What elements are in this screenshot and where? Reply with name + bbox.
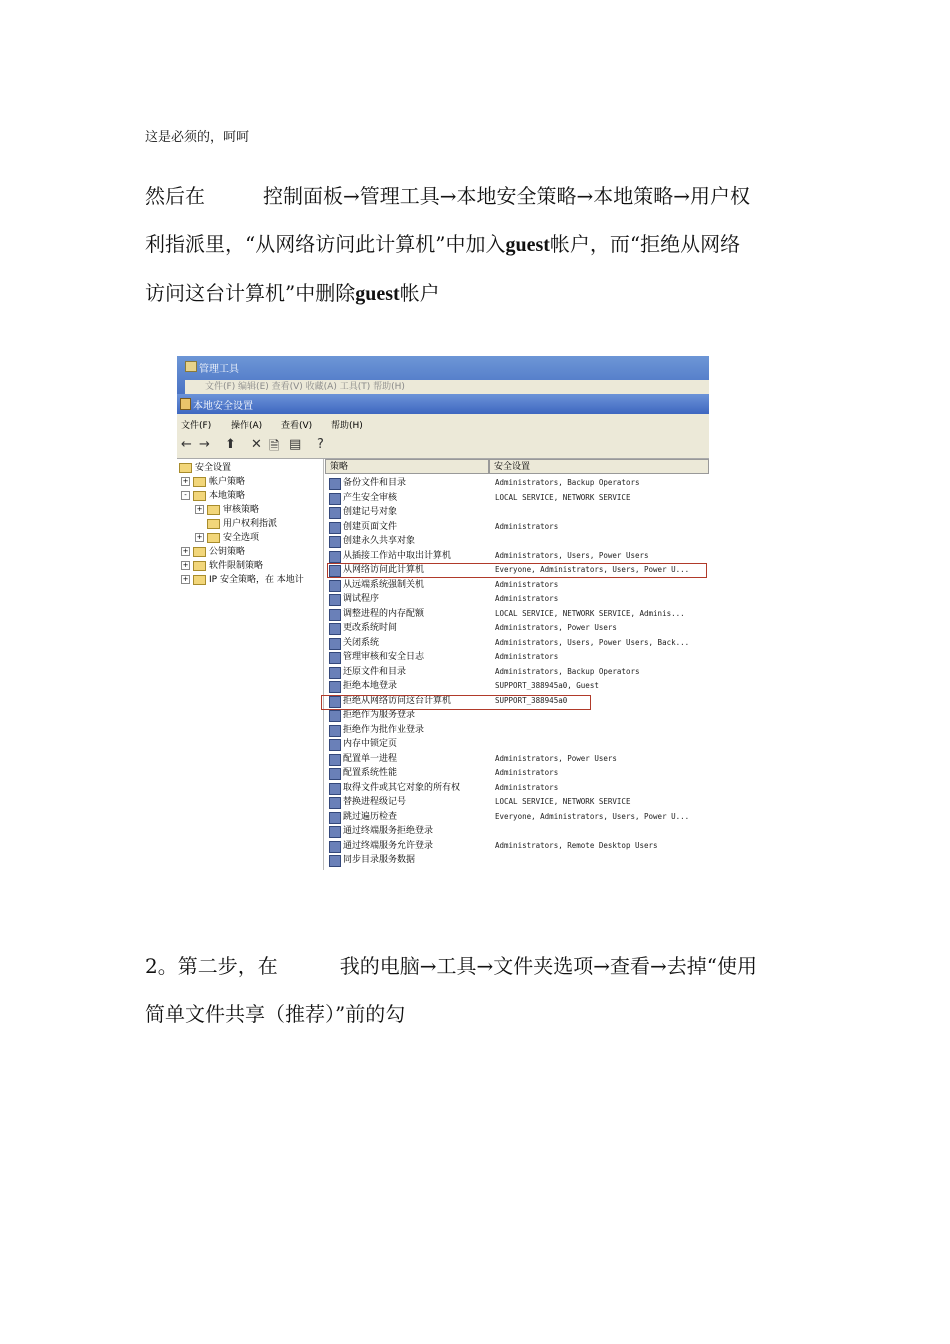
export-icon[interactable]: ▤ xyxy=(289,437,302,452)
policy-icon xyxy=(329,739,341,751)
policy-setting: Administrators xyxy=(495,652,559,661)
policy-row[interactable] xyxy=(327,549,709,563)
policy-name: 内存中锁定页 xyxy=(343,739,398,749)
policy-row[interactable] xyxy=(327,795,709,809)
policy-icon xyxy=(329,841,341,853)
folder-icon xyxy=(193,491,206,501)
policy-name: 跳过遍历检查 xyxy=(343,811,398,822)
para2-c: 简单文件共享（推荐）”前的勾 xyxy=(145,1002,406,1026)
policy-row[interactable] xyxy=(327,853,709,867)
policy-icon xyxy=(329,522,341,534)
tree-item-security-settings[interactable] xyxy=(179,461,231,475)
policy-row[interactable] xyxy=(327,737,709,751)
policy-setting: Administrators, Backup Operators xyxy=(495,666,640,676)
policy-row[interactable] xyxy=(327,708,709,722)
folder-icon xyxy=(185,361,197,372)
policy-setting: SUPPORT_388945a0, Guest xyxy=(495,681,599,690)
tree-item-account-policy[interactable] xyxy=(181,475,245,489)
folder-icon xyxy=(207,519,220,529)
folder-icon xyxy=(193,477,206,487)
tree-item-software-restriction[interactable] xyxy=(181,559,263,573)
policy-icon xyxy=(329,768,341,780)
policy-name: 调整进程的内存配额 xyxy=(343,608,425,619)
policy-row[interactable] xyxy=(327,636,709,650)
back-icon[interactable]: ← xyxy=(181,437,192,452)
policy-setting: Everyone, Administrators, Users, Power U... xyxy=(495,565,690,574)
para1-f: 帐户 xyxy=(399,281,440,305)
para2-b: 我的电脑→工具→文件夹选项→查看→去掉“使用 xyxy=(339,954,757,978)
policy-name: 通过终端服务拒绝登录 xyxy=(343,826,434,836)
policy-setting: Administrators, Users, Power Users, Back... xyxy=(495,637,690,647)
background-window-title: 管理工具 xyxy=(199,364,239,375)
policy-icon xyxy=(329,797,341,809)
intro-line: 这是必须的，呵呵 xyxy=(145,130,250,145)
policy-icon xyxy=(329,710,341,722)
policy-row[interactable] xyxy=(327,505,709,519)
background-window xyxy=(177,356,709,394)
help-icon[interactable]: ? xyxy=(317,437,324,452)
policy-name: 同步目录服务数据 xyxy=(343,855,416,865)
policy-name: 管理审核和安全日志 xyxy=(343,652,425,662)
up-icon[interactable]: ⬆ xyxy=(225,437,236,452)
paragraph-2 xyxy=(145,942,815,1038)
policy-name: 关闭系统 xyxy=(343,637,380,648)
tree-label: 安全选项 xyxy=(223,533,260,543)
policy-name: 备份文件和目录 xyxy=(343,478,407,488)
policy-row[interactable] xyxy=(327,824,709,838)
policy-setting: SUPPORT_388945a0 xyxy=(495,695,568,705)
policy-setting: LOCAL SERVICE, NETWORK SERVICE xyxy=(495,492,631,502)
policy-icon xyxy=(329,507,341,519)
para1-b: 控制面板→管理工具→本地安全策略→本地策略→用户权 xyxy=(263,184,751,208)
policy-name: 产生安全审核 xyxy=(343,492,398,503)
policy-icon xyxy=(329,536,341,548)
forward-icon[interactable]: → xyxy=(199,437,210,452)
policy-row[interactable] xyxy=(327,621,709,635)
tree-item-security-options[interactable] xyxy=(195,531,259,545)
policy-setting: Administrators, Backup Operators xyxy=(495,478,640,487)
policy-row[interactable] xyxy=(327,665,709,679)
policy-icon xyxy=(329,493,341,505)
policy-row[interactable] xyxy=(327,578,709,592)
tree-label: 审核策略 xyxy=(223,505,260,515)
policy-setting: Administrators, Power Users xyxy=(495,753,617,763)
policy-setting: Everyone, Administrators, Users, Power U... xyxy=(495,811,690,821)
policy-name: 还原文件和目录 xyxy=(343,666,407,677)
delete-icon[interactable]: ✕ xyxy=(251,437,262,452)
policy-row[interactable] xyxy=(327,476,709,490)
policy-setting: Administrators, Remote Desktop Users xyxy=(495,840,658,850)
folder-icon xyxy=(193,575,206,585)
policy-row[interactable] xyxy=(327,752,709,766)
tree-label: 公钥策略 xyxy=(209,547,246,557)
policy-icon xyxy=(329,667,341,679)
policy-name: 调试程序 xyxy=(343,594,380,604)
highlight-box-deny-network xyxy=(321,695,591,710)
policy-setting: Administrators xyxy=(495,521,559,531)
para2-a: 2。第二步，在 xyxy=(145,954,278,978)
window-titlebar xyxy=(177,394,709,414)
policy-icon xyxy=(329,623,341,635)
policy-setting: Administrators, Power Users xyxy=(495,623,617,632)
collapse-icon[interactable]: - xyxy=(181,491,190,500)
policy-icon xyxy=(329,652,341,664)
tree-label: 软件限制策略 xyxy=(209,561,264,571)
policy-icon xyxy=(329,551,341,563)
tree-item-public-key[interactable] xyxy=(181,545,245,559)
policy-name: 替换进程级记号 xyxy=(343,797,407,807)
folder-icon xyxy=(193,547,206,557)
policy-setting: Administrators xyxy=(495,782,559,792)
policy-icon xyxy=(329,826,341,838)
properties-icon[interactable]: 🗎 xyxy=(269,439,280,454)
tree-label: 安全设置 xyxy=(195,463,232,473)
policy-icon xyxy=(329,594,341,606)
background-menubar: 文件(F) 编辑(E) 查看(V) 收藏(A) 工具(T) 帮助(H) xyxy=(185,380,709,394)
tree-label: 用户权利指派 xyxy=(223,519,278,529)
paragraph-1 xyxy=(145,172,815,318)
guest-word: guest xyxy=(505,234,550,256)
para1-d: 帐户，而“拒绝从网络 xyxy=(549,232,741,256)
expand-icon[interactable]: + xyxy=(182,575,189,583)
policy-row[interactable] xyxy=(327,679,709,693)
para1-c: 利指派里，“从网络访问此计算机”中加入 xyxy=(145,232,506,256)
folder-icon xyxy=(207,533,220,543)
policy-row[interactable] xyxy=(327,839,709,853)
highlight-box-network-access xyxy=(327,563,707,578)
para1-e: 访问这台计算机”中删除 xyxy=(145,281,356,305)
policy-row[interactable] xyxy=(327,520,709,534)
menu-action[interactable]: 操作(A) xyxy=(231,421,263,431)
para1-a: 然后在 xyxy=(145,184,205,208)
policy-name: 创建记号对象 xyxy=(343,507,398,517)
policy-row[interactable] xyxy=(327,723,709,737)
policy-setting: LOCAL SERVICE, NETWORK SERVICE xyxy=(495,797,631,806)
screenshot-figure xyxy=(177,356,709,870)
expand-icon[interactable]: + xyxy=(182,561,189,569)
tree-item-local-policy[interactable] xyxy=(181,489,245,503)
policy-icon xyxy=(329,580,341,592)
policy-icon xyxy=(329,754,341,766)
policy-setting: Administrators xyxy=(495,768,559,777)
app-icon xyxy=(180,398,191,410)
policy-row[interactable] xyxy=(327,781,709,795)
menubar xyxy=(177,414,709,434)
policy-setting: Administrators xyxy=(495,594,559,603)
policy-name: 拒绝作为服务登录 xyxy=(343,710,416,720)
column-header-policy[interactable]: 策略 xyxy=(325,459,489,474)
policy-name: 拒绝从网络访问这台计算机 xyxy=(343,695,452,706)
menu-help[interactable]: 帮助(H) xyxy=(331,421,363,431)
policy-row[interactable] xyxy=(327,810,709,824)
policy-row[interactable] xyxy=(327,491,709,505)
policy-name: 创建永久共享对象 xyxy=(343,536,416,546)
tree-item-ip-security[interactable] xyxy=(181,573,304,587)
tree-pane xyxy=(177,459,324,870)
policy-row[interactable] xyxy=(327,592,709,606)
policy-name: 创建页面文件 xyxy=(343,521,398,532)
expand-icon[interactable]: + xyxy=(182,477,189,485)
menu-file[interactable]: 文件(F) xyxy=(181,421,212,431)
policy-name: 从远端系统强制关机 xyxy=(343,579,425,590)
expand-icon[interactable]: + xyxy=(196,533,203,541)
policy-icon xyxy=(329,478,341,490)
policy-setting: Administrators xyxy=(495,579,559,589)
policy-icon xyxy=(329,855,341,867)
folder-icon xyxy=(179,463,192,473)
policy-icon xyxy=(329,609,341,621)
policy-row[interactable] xyxy=(327,650,709,664)
folder-icon xyxy=(193,561,206,571)
policy-name: 取得文件或其它对象的所有权 xyxy=(343,782,461,793)
policy-icon xyxy=(329,812,341,824)
policy-icon xyxy=(329,681,341,693)
guest-word-2: guest xyxy=(355,283,400,305)
policy-name: 通过终端服务允许登录 xyxy=(343,840,434,851)
policy-setting: LOCAL SERVICE, NETWORK SERVICE, Adminis... xyxy=(495,608,685,618)
expand-icon[interactable]: + xyxy=(196,505,203,513)
policy-name: 配置系统性能 xyxy=(343,768,398,778)
policy-row[interactable] xyxy=(327,534,709,548)
policy-icon xyxy=(329,638,341,650)
tree-label: 帐户策略 xyxy=(209,477,246,487)
tree-item-audit-policy[interactable] xyxy=(195,503,259,517)
column-header-setting[interactable]: 安全设置 xyxy=(489,459,709,474)
policy-row[interactable] xyxy=(327,607,709,621)
policy-name: 拒绝作为批作业登录 xyxy=(343,724,425,735)
window-title: 本地安全设置 xyxy=(193,401,253,412)
policy-name: 从网络访问此计算机 xyxy=(343,565,425,575)
policy-icon xyxy=(329,725,341,737)
policy-icon xyxy=(329,783,341,795)
tree-label: 本地策略 xyxy=(209,491,246,501)
policy-setting: Administrators, Users, Power Users xyxy=(495,550,649,560)
tree-item-user-rights[interactable] xyxy=(207,517,277,531)
policy-name: 拒绝本地登录 xyxy=(343,681,398,691)
menu-view[interactable]: 查看(V) xyxy=(281,421,313,431)
policy-row[interactable] xyxy=(327,766,709,780)
expand-icon[interactable]: + xyxy=(182,547,189,555)
tree-label: IP 安全策略，在 本地计 xyxy=(209,575,304,585)
folder-icon xyxy=(207,505,220,515)
policy-name: 从插接工作站中取出计算机 xyxy=(343,550,452,561)
policy-name: 配置单一进程 xyxy=(343,753,398,764)
policy-name: 更改系统时间 xyxy=(343,623,398,633)
toolbar xyxy=(177,434,709,459)
